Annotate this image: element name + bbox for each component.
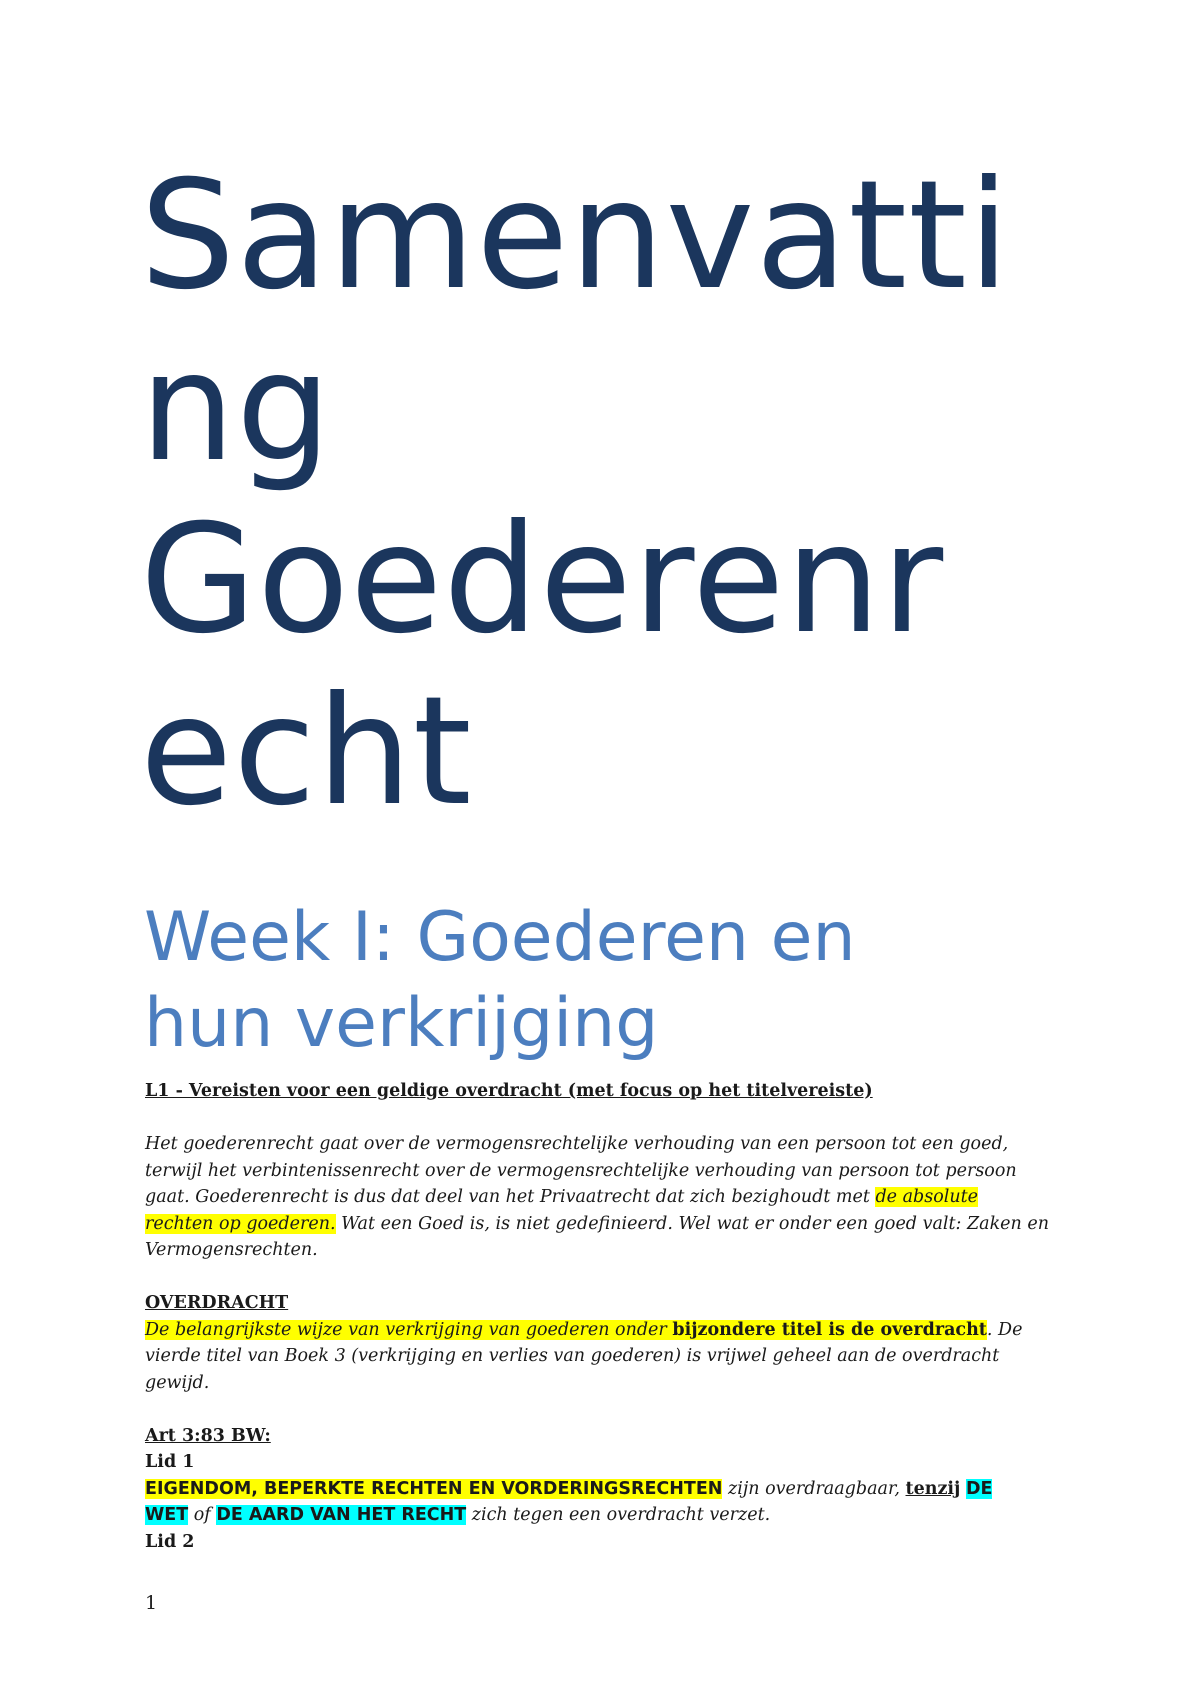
document-title — [140, 150, 1080, 838]
lid-label: Lid 1 — [145, 1452, 195, 1472]
highlighted-text: EIGENDOM, BEPERKTE RECHTEN EN VORDERINGSRECHTEN — [145, 1478, 723, 1499]
text-run: . De — [986, 1319, 1023, 1340]
document-body — [145, 1078, 1075, 1555]
text-run: zijn overdraagbaar, — [722, 1478, 906, 1499]
paragraph-line: Vermogensrechten. — [145, 1240, 318, 1260]
overdracht-heading: OVERDRACHT — [145, 1293, 289, 1313]
tenzij-text: tenzij — [905, 1478, 961, 1499]
paragraph-line: terwijl het verbintenissenrecht over de vermogensrechtelijke verhouding van persoon tot persoon — [145, 1160, 1017, 1181]
bold-highlighted-text: bijzondere titel is de overdracht — [672, 1319, 987, 1340]
highlighted-text: de absolute — [875, 1187, 979, 1207]
highlighted-text — [145, 1320, 987, 1340]
cyan-highlighted-text: DE — [965, 1478, 993, 1499]
text-run: Wat een Goed is, is niet gedefinieerd. Wel wat er onder een goed valt: Zaken en — [335, 1213, 1049, 1234]
title-line: Samenvatti — [140, 149, 1011, 323]
text-run: gaat. Goederenrecht is dus dat deel van het Privaatrecht dat zich bezighoudt met — [145, 1187, 876, 1207]
cyan-highlighted-text: DE AARD VAN HET RECHT — [216, 1505, 467, 1525]
article-section — [145, 1423, 1075, 1556]
week-heading-line: hun verkrijging — [144, 984, 659, 1063]
intro-paragraph — [145, 1131, 1075, 1264]
lid-label: Lid 2 — [145, 1531, 195, 1552]
highlighted-text: rechten op goederen. — [145, 1213, 336, 1234]
section-heading: L1 - Vereisten voor een geldige overdracht (met focus op het titelvereiste) — [145, 1081, 873, 1101]
paragraph-line — [145, 1502, 1075, 1529]
title-line: echt — [140, 665, 473, 839]
title-line: Goederenr — [140, 493, 945, 667]
overdracht-section — [145, 1290, 1075, 1396]
title-line: ng — [140, 321, 333, 495]
cyan-highlighted-text: WET — [145, 1505, 189, 1525]
article-heading: Art 3:83 BW: — [145, 1425, 271, 1446]
paragraph-line — [145, 1317, 1075, 1344]
text-run: of — [188, 1505, 217, 1525]
paragraph-line: vierde titel van Boek 3 (verkrijging en verlies van goederen) is vrijwel geheel aan de overdracht — [145, 1346, 1000, 1366]
text-run: De belangrijkste wijze van verkrijging van goederen onder — [145, 1319, 673, 1340]
paragraph-line: Het goederenrecht gaat over de vermogensrechtelijke verhouding van een persoon tot een goed, — [145, 1134, 1009, 1154]
page-number: 1 — [145, 1592, 158, 1614]
paragraph-line — [145, 1184, 1075, 1211]
week-heading — [144, 895, 1084, 1067]
paragraph-line: gewijd. — [145, 1372, 210, 1393]
text-run: zich tegen een overdracht verzet. — [466, 1505, 771, 1525]
paragraph-line — [145, 1211, 1075, 1238]
week-heading-line: Week I: Goederen en — [144, 898, 856, 977]
paragraph-line — [145, 1476, 1075, 1503]
